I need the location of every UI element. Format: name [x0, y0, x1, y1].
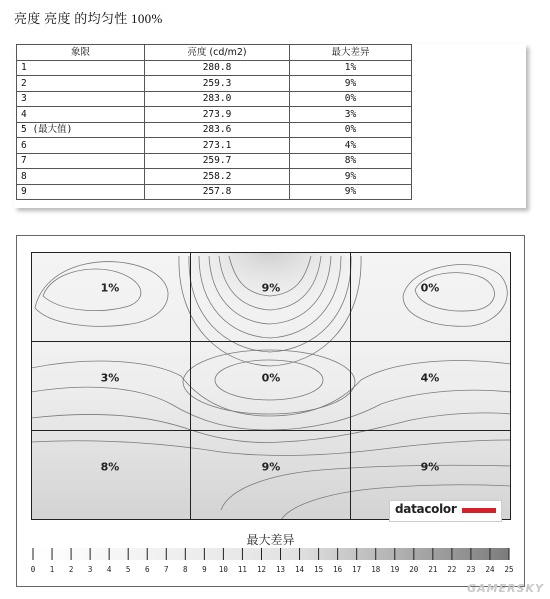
quadrant-cell: 8	[17, 169, 145, 185]
zone-1-diff: 1%	[100, 281, 120, 295]
legend-tick-label: 22	[447, 565, 457, 574]
legend-tick-label: 13	[276, 565, 286, 574]
zone-8-diff: 9%	[261, 460, 281, 474]
legend-tick-label: 9	[202, 565, 207, 574]
legend-tick-label: 0	[30, 565, 36, 574]
luminance-cell: 258.2	[145, 169, 290, 185]
legend-tick-label: 15	[314, 565, 324, 574]
legend-tick-label: 8	[183, 565, 188, 574]
max-diff-cell: 0%	[290, 91, 412, 107]
quadrant-cell: 3	[17, 91, 145, 107]
luminance-cell: 283.6	[145, 122, 290, 138]
max-diff-cell: 0%	[290, 122, 412, 138]
luminance-cell: 259.3	[145, 76, 290, 92]
luminance-cell: 273.1	[145, 138, 290, 154]
zone-6-diff: 4%	[420, 371, 440, 385]
column-header-quadrant: 象限	[17, 45, 145, 61]
legend-tick-label: 21	[428, 565, 438, 574]
luminance-cell: 259.7	[145, 153, 290, 169]
logo-text: datacolor	[395, 502, 457, 516]
table-row	[17, 76, 412, 92]
legend-tick-label: 12	[256, 565, 266, 574]
legend-tick-label: 11	[237, 565, 247, 574]
max-diff-cell: 9%	[290, 169, 412, 185]
column-header-max-diff: 最大差异	[290, 45, 412, 61]
zone-2-diff: 9%	[261, 281, 281, 295]
quadrant-cell: 2	[17, 76, 145, 92]
legend-tick-label: 19	[390, 565, 400, 574]
page-title: 亮度 亮度 的均匀性 100%	[14, 11, 163, 26]
table-row	[17, 122, 412, 138]
quadrant-cell: 4	[17, 107, 145, 123]
legend-tick-label: 23	[466, 565, 476, 574]
legend-tick-label: 1	[49, 565, 55, 574]
logo-red-bar	[462, 508, 496, 513]
table-row	[17, 184, 412, 200]
table-row	[17, 60, 412, 76]
luminance-cell: 283.0	[145, 91, 290, 107]
table-row	[17, 91, 412, 107]
legend-tick-label: 14	[295, 565, 305, 574]
max-diff-cell: 3%	[290, 107, 412, 123]
max-diff-cell: 8%	[290, 153, 412, 169]
zone-5-diff: 0%	[261, 371, 281, 385]
quadrant-cell: 6	[17, 138, 145, 154]
legend-scale-bar	[29, 546, 513, 566]
legend-tick-label: 20	[409, 565, 419, 574]
max-diff-cell: 1%	[290, 60, 412, 76]
luminance-cell: 273.9	[145, 107, 290, 123]
legend-tick-label: 10	[218, 565, 228, 574]
legend-tick-label: 25	[504, 565, 514, 574]
legend-tick-label: 17	[352, 565, 362, 574]
legend-tick-label: 18	[371, 565, 381, 574]
legend-tick-label: 3	[87, 565, 93, 574]
luminance-cell: 280.8	[145, 60, 290, 76]
watermark: GAMERSKY	[467, 582, 544, 595]
luminance-cell: 257.8	[145, 184, 290, 200]
table-row	[17, 107, 412, 123]
legend-title: 最大差异	[246, 533, 295, 547]
legend-tick-label: 7	[164, 565, 169, 574]
legend-tick-label: 6	[144, 565, 150, 574]
zone-4-diff: 3%	[100, 371, 120, 385]
zone-9-diff: 9%	[420, 460, 440, 474]
legend-tick-label: 16	[333, 565, 343, 574]
legend-tick-label: 24	[485, 565, 495, 574]
quadrant-cell: 7	[17, 153, 145, 169]
max-diff-cell: 9%	[290, 76, 412, 92]
uniformity-table	[16, 44, 412, 200]
zone-7-diff: 8%	[100, 460, 120, 474]
max-diff-cell: 4%	[290, 138, 412, 154]
zone-3-diff: 0%	[420, 281, 440, 295]
column-header-luminance: 亮度 (cd/m2)	[145, 45, 290, 61]
quadrant-cell: 9	[17, 184, 145, 200]
legend-tick-label: 5	[125, 565, 131, 574]
legend-tick-label: 4	[106, 565, 112, 574]
quadrant-cell: 1	[17, 60, 145, 76]
quadrant-cell: 5 (最大值)	[17, 122, 145, 138]
uniformity-table-card	[14, 44, 526, 208]
table-row	[17, 169, 412, 185]
legend-tick-label: 2	[68, 565, 74, 574]
legend-gradient	[33, 548, 509, 560]
table-header-row	[17, 45, 412, 61]
table-row	[17, 138, 412, 154]
uniformity-map-card	[16, 235, 525, 587]
datacolor-logo	[389, 500, 502, 522]
max-diff-cell: 9%	[290, 184, 412, 200]
table-row	[17, 153, 412, 169]
